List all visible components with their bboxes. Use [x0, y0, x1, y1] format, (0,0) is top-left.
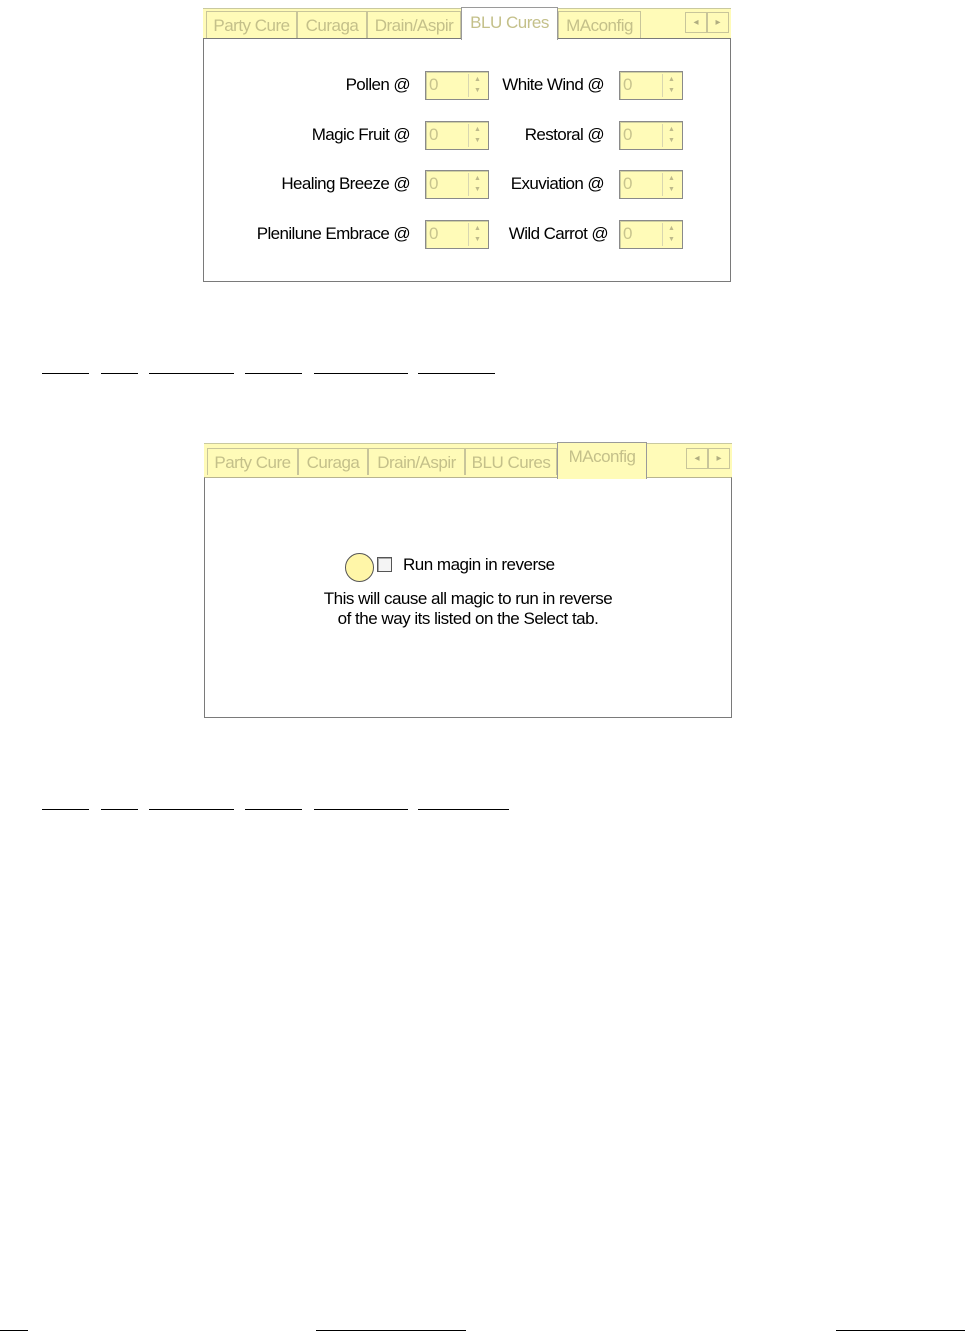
white-wind-value: 0: [623, 75, 633, 94]
highlight-marker: [345, 553, 374, 582]
restoral-label: Restoral @: [524, 125, 604, 144]
pollen-spinner[interactable]: [425, 71, 489, 100]
spinner-arrows[interactable]: ▲ ▼: [662, 173, 680, 196]
healing-breeze-label: Healing Breeze @: [281, 174, 410, 193]
white-wind-spinner[interactable]: [619, 71, 683, 100]
tab-maconfig[interactable]: MAconfig: [557, 442, 647, 479]
tab-maconfig[interactable]: MAconfig: [558, 11, 641, 38]
tab-strip: [203, 8, 731, 39]
spinner-arrows[interactable]: ▲ ▼: [662, 223, 680, 246]
plenilune-embrace-value: 0: [429, 224, 439, 243]
wild-carrot-label: Wild Carrot @: [508, 224, 608, 243]
healing-breeze-spinner[interactable]: [425, 170, 489, 199]
pollen-value: 0: [429, 75, 439, 94]
healing-breeze-value: 0: [429, 174, 439, 193]
tab-scroll-right-button[interactable]: ▸: [707, 12, 729, 33]
spinner-arrows[interactable]: ▲ ▼: [468, 173, 486, 196]
run-reverse-label[interactable]: Run magin in reverse: [403, 555, 555, 574]
magic-fruit-label: Magic Fruit @: [311, 125, 410, 144]
restoral-spinner[interactable]: [619, 121, 683, 150]
tab-curaga[interactable]: Curaga: [298, 448, 368, 475]
pollen-label: Pollen @: [345, 75, 410, 94]
tab-blu-cures[interactable]: BLU Cures: [461, 7, 558, 40]
tab-drain-aspir[interactable]: Drain/Aspir: [368, 448, 465, 475]
description-line-1: This will cause all magic to run in reverse: [323, 589, 613, 608]
plenilune-embrace-label: Plenilune Embrace @: [256, 224, 410, 243]
spinner-arrows[interactable]: ▲ ▼: [468, 74, 486, 97]
exuviation-value: 0: [623, 174, 633, 193]
exuviation-spinner[interactable]: [619, 170, 683, 199]
tab-control-maconfig: [204, 443, 732, 718]
tab-page-maconfig: [204, 477, 732, 718]
spinner-arrows[interactable]: ▲ ▼: [662, 74, 680, 97]
spinner-arrows[interactable]: ▲ ▼: [468, 223, 486, 246]
run-reverse-checkbox[interactable]: [377, 557, 392, 572]
tab-blu-cures[interactable]: BLU Cures: [465, 448, 557, 475]
tab-party-cure[interactable]: Party Cure: [207, 448, 298, 475]
spinner-arrows[interactable]: ▲ ▼: [662, 124, 680, 147]
tab-control-blu-cures: [203, 8, 731, 283]
spinner-arrows[interactable]: ▲ ▼: [468, 124, 486, 147]
exuviation-label: Exuviation @: [510, 174, 604, 193]
description-line-2: of the way its listed on the Select tab.: [337, 609, 599, 628]
tab-curaga[interactable]: Curaga: [297, 11, 367, 38]
wild-carrot-spinner[interactable]: [619, 220, 683, 249]
tab-scroll-right-button[interactable]: ▸: [708, 448, 730, 469]
magic-fruit-value: 0: [429, 125, 439, 144]
restoral-value: 0: [623, 125, 633, 144]
wild-carrot-value: 0: [623, 224, 633, 243]
tab-strip: [204, 443, 732, 478]
tab-drain-aspir[interactable]: Drain/Aspir: [367, 11, 461, 38]
tab-scroll-left-button[interactable]: ◂: [685, 12, 707, 33]
tab-page-blu-cures: [203, 38, 731, 282]
tab-scroll-left-button[interactable]: ◂: [686, 448, 708, 469]
white-wind-label: White Wind @: [502, 75, 604, 94]
tab-party-cure[interactable]: Party Cure: [206, 11, 297, 38]
plenilune-embrace-spinner[interactable]: [425, 220, 489, 249]
magic-fruit-spinner[interactable]: [425, 121, 489, 150]
